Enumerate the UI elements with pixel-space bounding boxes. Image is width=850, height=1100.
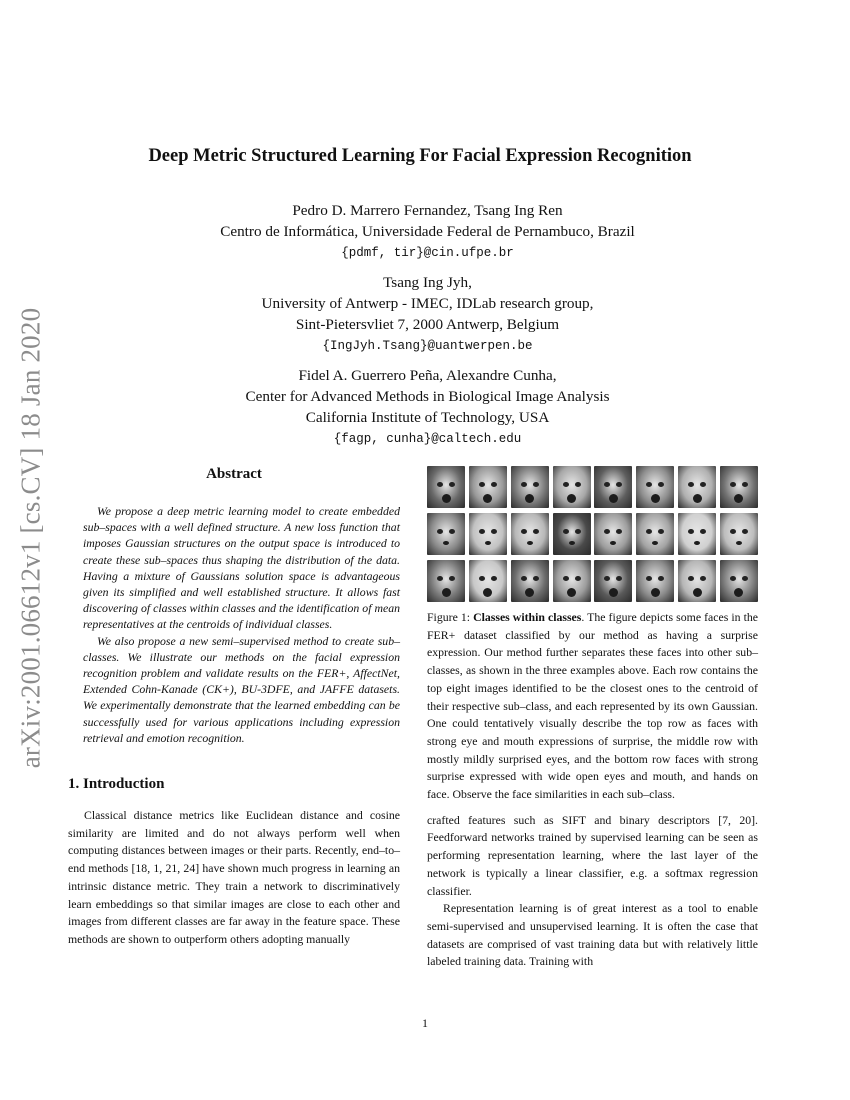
figure-caption-title: Classes within classes (473, 610, 582, 624)
face-thumbnail (427, 513, 465, 555)
face-thumbnail (678, 513, 716, 555)
face-row (427, 513, 758, 555)
author-list (70, 200, 785, 458)
author-email: {pdmf, tir}@cin.ufpe.br (341, 246, 514, 260)
figure-caption-text: . The figure depicts some faces in the FER+ dataset classified by our method as having a surprise expression. Our method further separates these faces into other sub–classes, as shown in the three examples above. Each row contains the top eight images identified to be the closest ones to the centroid of their respective sub–class, and each represented by its own Gaussian. One could tentatively visually describe the top row as faces with strong eye and mouth expressions of surprise, the middle row with mostly mildly surprised eyes, and the bottom row faces with strong surprise expressed with wide open eyes and mouth, and hands on face. Observe the face similarities in each sub–class. (427, 610, 758, 802)
face-thumbnail (511, 560, 549, 602)
face-thumbnail (594, 560, 632, 602)
face-row (427, 560, 758, 602)
face-thumbnail (469, 560, 507, 602)
figure-face-grid (427, 466, 758, 602)
face-thumbnail (427, 466, 465, 508)
face-thumbnail (553, 513, 591, 555)
body-paragraph: crafted features such as SIFT and binary descriptors [7, 20]. Feedforward networks trained by supervised learning can be seen as performing representation learning, where the last layer of the network is typically a linear classifier, e.g. a softmax regression classifier. (427, 812, 758, 898)
face-thumbnail (427, 560, 465, 602)
face-thumbnail (594, 513, 632, 555)
face-thumbnail (720, 513, 758, 555)
author-affiliation: California Institute of Technology, USA (305, 409, 550, 426)
page-number: 1 (422, 1016, 428, 1030)
author-email: {IngJyh.Tsang}@uantwerpen.be (322, 339, 533, 353)
abstract-paragraph: We propose a deep metric learning model to create embedded sub–spaces with a well defined structure. A new loss function that imposes Gaussian structures on the output space is introduced to create these sub–spaces thus shaping the distribution of the data. Having a mixture of Gaussians solution space is advantageous given its simplified and well established structure. It allows fast discovering of classes within classes and the identification of mean representatives at the centroids of individual classes. (83, 504, 400, 632)
author-affiliation: University of Antwerp - IMEC, IDLab research group, (261, 295, 594, 312)
abstract-heading: Abstract (206, 466, 262, 482)
author-names: Fidel A. Guerrero Peña, Alexandre Cunha, (298, 367, 557, 384)
left-column (68, 466, 400, 949)
face-thumbnail (469, 466, 507, 508)
author-group (70, 200, 785, 264)
face-thumbnail (511, 513, 549, 555)
author-email: {fagp, cunha}@caltech.edu (333, 432, 522, 446)
face-thumbnail (720, 466, 758, 508)
face-thumbnail (636, 560, 674, 602)
introduction-heading: 1. Introduction (68, 776, 165, 793)
face-thumbnail (636, 466, 674, 508)
face-thumbnail (511, 466, 549, 508)
face-thumbnail (636, 513, 674, 555)
face-thumbnail (678, 466, 716, 508)
author-names: Pedro D. Marrero Fernandez, Tsang Ing Ren (292, 202, 563, 219)
face-thumbnail (553, 560, 591, 602)
introduction-paragraph: Classical distance metrics like Euclidean distance and cosine similarity are limited and do not always perform well when computing distances between images or their parts. Recently, end–to–end methods [18, 1, 21, 24] have shown much progress in learning an intrinsic distance metric. They train a network to discriminatively learn embeddings so that similar images are close to each other and images from different classes are far away in the feature space. These methods are shown to outperform others adopting manually (68, 808, 400, 946)
figure-caption (427, 609, 758, 804)
abstract-paragraph: We also propose a new semi–supervised method to create sub–classes. We illustrate our methods on the facial expression recognition problem and validate results on the FER+, AffectNet, Extended Cohn-Kanade (CK+), BU-3DFE, and JAFFE datasets. We experimentally demonstrate that the learned embedding can be successfully used for various applications including expression retrieval and emotion recognition. (83, 633, 400, 745)
face-row (427, 466, 758, 508)
figure-label: Figure 1: (427, 610, 471, 624)
arxiv-stamp-text: arXiv:2001.06612v1 [cs.CV] 18 Jan 2020 (15, 307, 46, 769)
face-thumbnail (678, 560, 716, 602)
paper-title: Deep Metric Structured Learning For Facial Expression Recognition (148, 146, 692, 166)
author-names: Tsang Ing Jyh, (383, 274, 472, 291)
author-affiliation: Centro de Informática, Universidade Federal de Pernambuco, Brazil (220, 223, 635, 240)
face-thumbnail (553, 466, 591, 508)
author-affiliation: Center for Advanced Methods in Biological Image Analysis (245, 388, 610, 405)
author-affiliation: Sint-Pietersvliet 7, 2000 Antwerp, Belgium (295, 316, 560, 333)
author-group (70, 272, 785, 357)
arxiv-side-stamp (16, 296, 46, 780)
face-thumbnail (720, 560, 758, 602)
right-column (427, 466, 758, 971)
author-group (70, 365, 785, 450)
body-paragraph: Representation learning is of great interest as a tool to enable semi-supervised and unsupervised learning. It is often the case that datasets are comprised of vast training data but with relatively little labeled training data. Training with (427, 901, 758, 969)
face-thumbnail (594, 466, 632, 508)
face-thumbnail (469, 513, 507, 555)
